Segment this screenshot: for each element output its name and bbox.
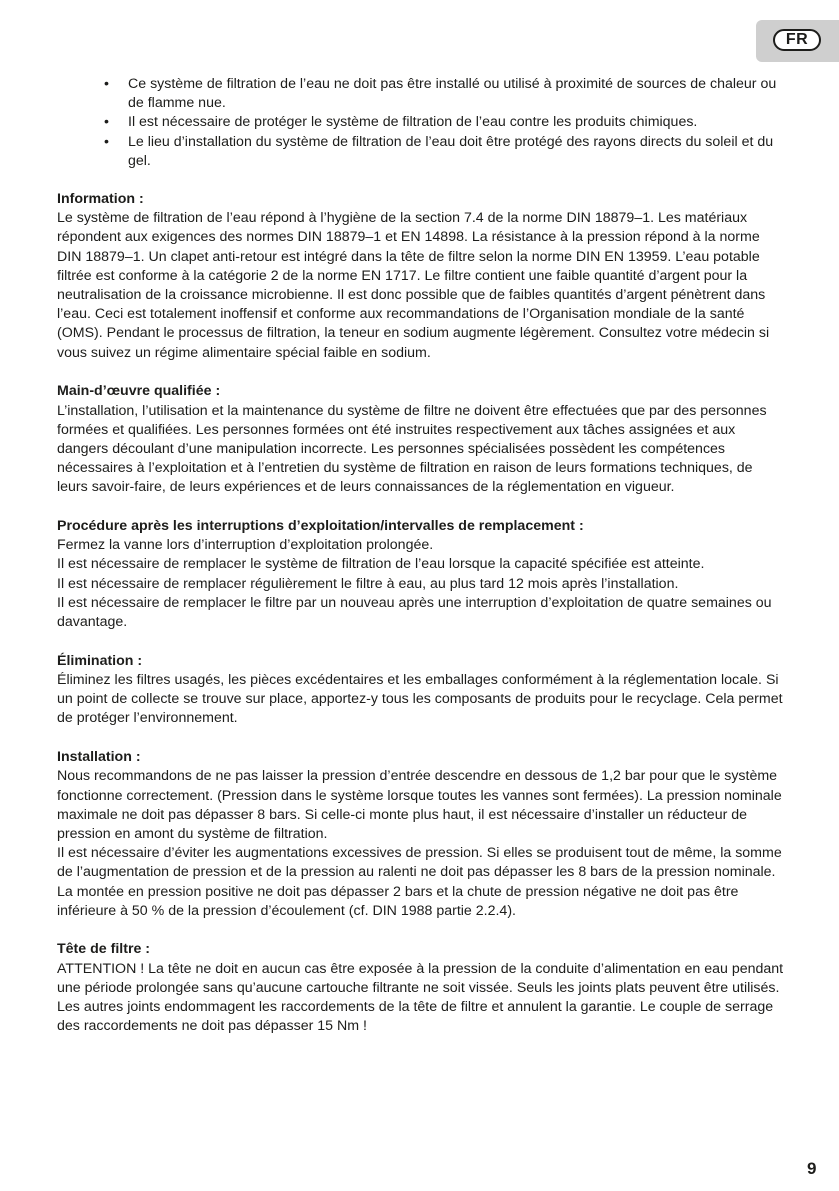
information-section [57,190,787,363]
qualified-workforce-section [57,382,787,497]
language-tab [756,20,839,62]
safety-bullet-list [57,75,787,171]
section-paragraph: ATTENTION ! La tête ne doit en aucun cas être exposée à la pression de la conduite d’alimentation en eau pendant une période prolongée sans qu’aucune cartouche filtrante ne soit vissée. Seuls les joints plats peuvent être utilisés. Les autres joints endommagent les raccordements de la tête de filtre et annulent la garantie. Le couple de serrage des raccordements ne doit pas dépasser 15 Nm ! [57,960,784,1035]
list-item: • Le lieu d’installation du système de filtration de l’eau doit être protégé des rayons directs du soleil et du gel. [57,133,787,171]
section-paragraph: Nous recommandons de ne pas laisser la pression d’entrée descendre en dessous de 1,2 bar pour que le système fonctionne correctement. (Pression dans le système lorsque toutes les vannes sont fermées). La pression nominale maximale ne doit pas dépasser 8 bars. Si celle-ci monte plus haut, il est nécessaire d’installer un réducteur de pression en amont du système de filtration. [57,768,782,842]
section-paragraph: Fermez la vanne lors d’interruption d’exploitation prolongée. [57,537,434,554]
list-item: • Il est nécessaire de protéger le système de filtration de l’eau contre les produits chimiques. [57,113,787,132]
section-paragraph: Il est nécessaire de remplacer régulièrement le filtre à eau, au plus tard 12 mois après l’installation. [57,575,679,592]
section-heading: Installation : [57,749,141,766]
language-badge: FR [773,29,821,51]
replacement-procedure-section [57,517,787,632]
section-paragraph: La montée en pression positive ne doit pas dépasser 2 bars et la chute de pression négative ne doit pas être inférieure à 50 % de la pression d’écoulement (cf. DIN 1988 partie 2.2.4). [57,883,739,919]
section-heading: Procédure après les interruptions d’exploitation/intervalles de remplacement : [57,518,584,535]
page-number: 9 [807,1159,817,1178]
section-paragraph: Il est nécessaire d’éviter les augmentations excessives de pression. Si elles se produisent tout de même, la somme de l’augmentation de pression et de la pression au ralenti ne doit pas dépasser les 8 bars de la pression nominale. [57,845,782,881]
section-paragraph: Éliminez les filtres usagés, les pièces excédentaires et les emballages conformément à la réglementation locale. Si un point de collecte se trouve sur place, apportez-y tous les composants de produits pour le recyclage. Cela permet de protéger l’environnement. [57,671,783,727]
section-heading: Information : [57,191,144,208]
section-paragraph: Il est nécessaire de remplacer le système de filtration de l’eau lorsque la capacité spécifiée est atteinte. [57,556,705,573]
installation-section [57,748,787,921]
section-heading: Main-d’œuvre qualifiée : [57,383,221,400]
section-paragraph: L’installation, l’utilisation et la maintenance du système de filtre ne doivent être effectuées que par des personnes formées et qualifiées. Les personnes formées ont été instruites respectivement aux tâches assignées et aux dangers découlant d’une manipulation incorrecte. Les personnes spécialisées possèdent les compétences nécessaires à l’exploitation et à l’entretien du système de filtration en raison de leurs formations techniques, de leurs savoir-faire, de leurs expériences et de leurs connaissances de la réglementation en vigueur. [57,402,767,496]
filter-head-section [57,940,787,1036]
section-paragraph: Il est nécessaire de remplacer le filtre par un nouveau après une interruption d’exploitation de quatre semaines ou davantage. [57,594,772,631]
disposal-section [57,652,787,729]
list-item: • Ce système de filtration de l’eau ne doit pas être installé ou utilisé à proximité de sources de chaleur ou de flamme nue. [57,75,787,113]
section-paragraph: Le système de filtration de l’eau répond à l’hygiène de la section 7.4 de la norme DIN 18879–1. Les matériaux répondent aux exigences des normes DIN 18879–1 et EN 14898. La résistance à la pression répond à la norme DIN 18879–1. Un clapet anti-retour est intégré dans la tête de filtre selon la norme DIN EN 13959. L’eau potable filtrée est conforme à la catégorie 2 de la norme EN 1717. Le filtre contient une faible quantité d’argent pour la neutralisation de la croissance microbienne. Il est donc possible que de faibles quantités d’argent pénètrent dans l’eau. Ceci est totalement inoffensif et conforme aux recommandations de l’Organisation mondiale de la santé (OMS). Pendant le processus de filtration, la teneur en sodium augmente légèrement. Consultez votre médecin si vous suivez un régime alimentaire spécial faible en sodium. [57,210,770,361]
page-content [57,75,787,1056]
section-heading: Tête de filtre : [57,941,151,958]
section-heading: Élimination : [57,652,143,669]
